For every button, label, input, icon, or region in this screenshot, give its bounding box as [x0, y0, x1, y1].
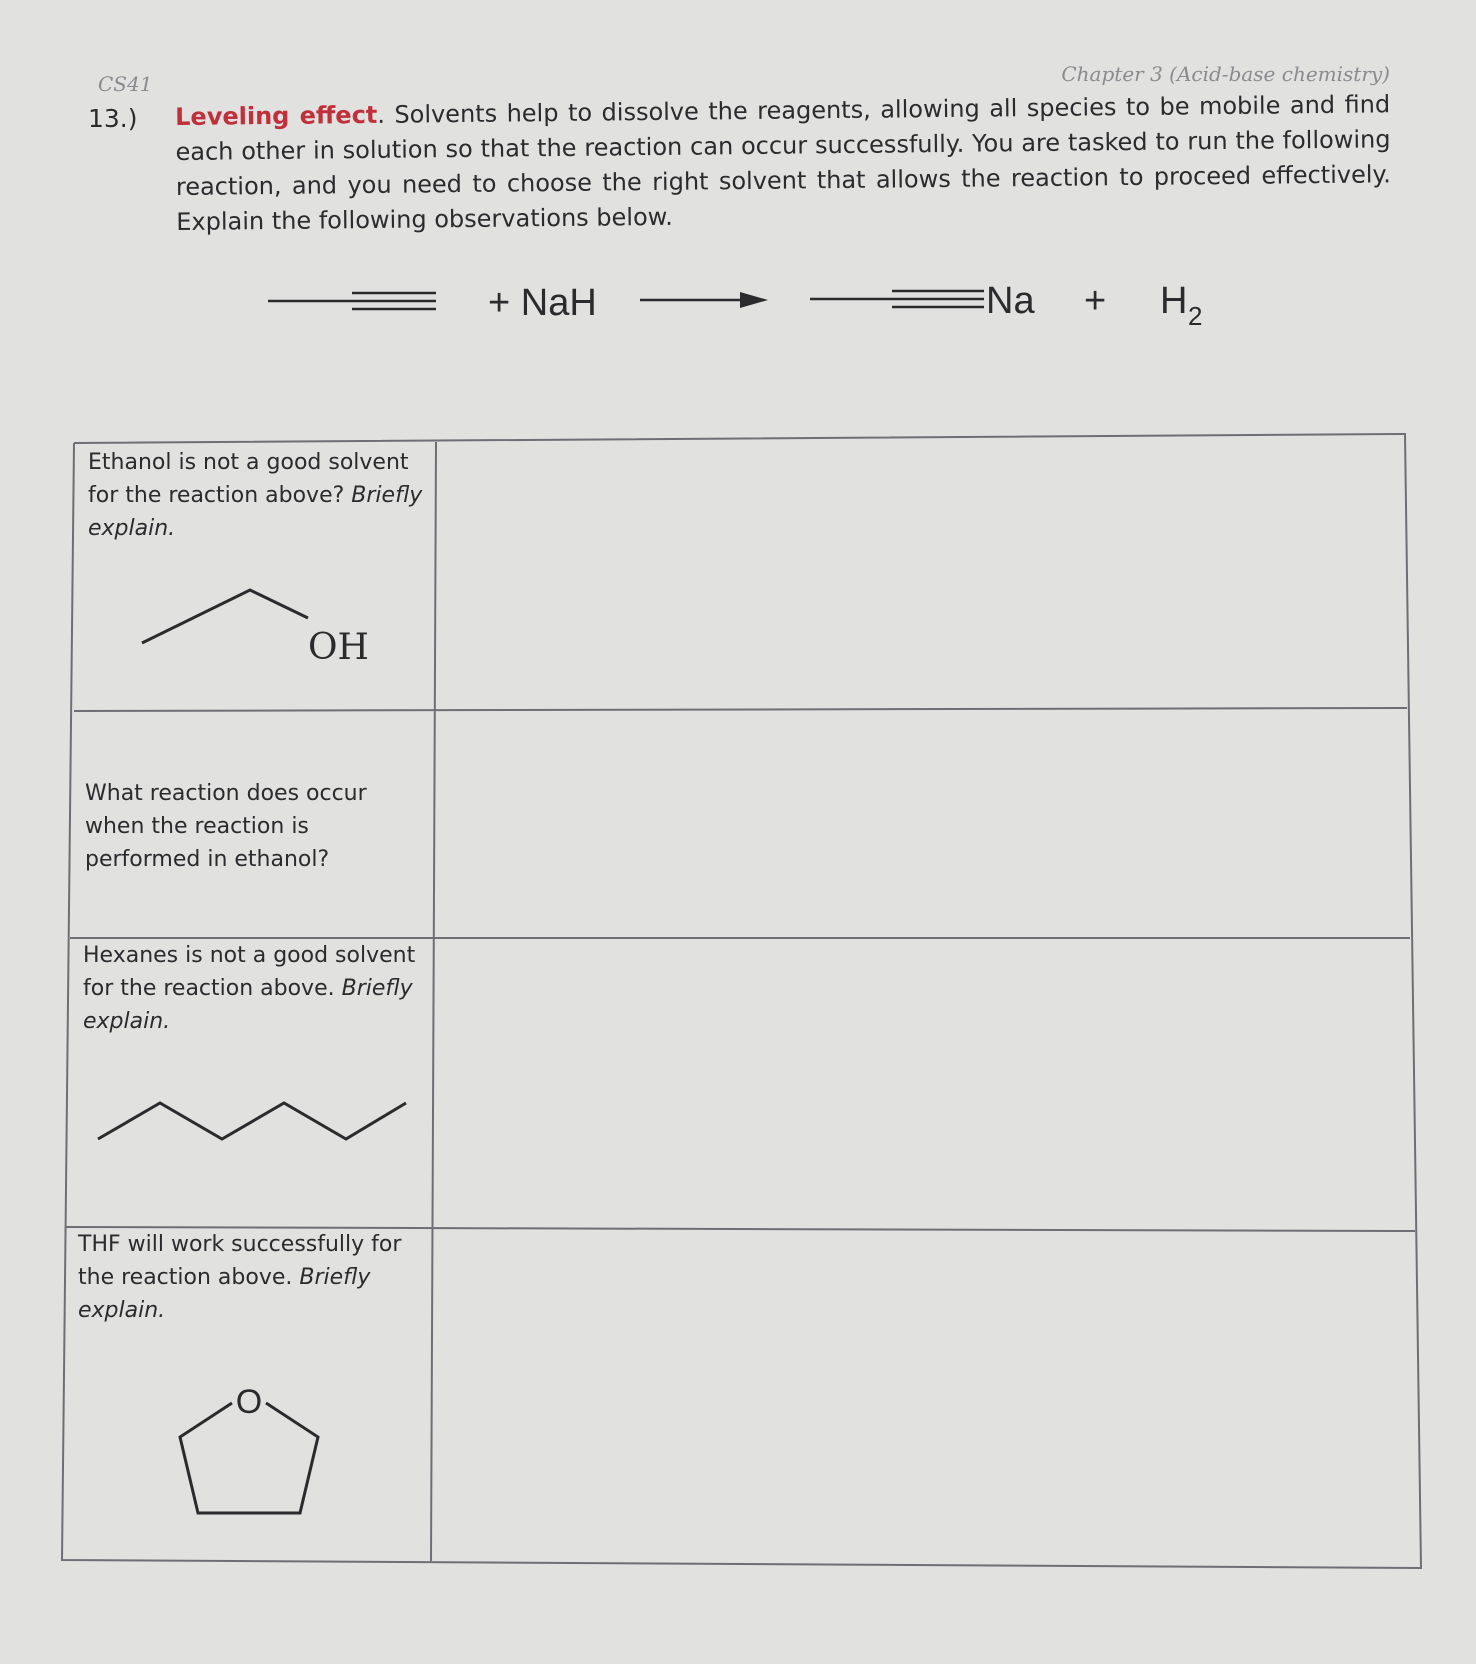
question-body: . Solvents help to dissolve the reagents, allowing all species to be mobile and find each other in solution so that the reaction can occur successfully. You are tasked to run the following reaction, and you need to choose the right solvent that allows the reaction to proceed effectively. Explain the following observations below. [175, 90, 1391, 236]
hexane-structure [90, 1095, 410, 1145]
thf-structure [170, 1365, 330, 1525]
question-topic: Leveling effect [175, 100, 378, 131]
course-code: CS41 [98, 72, 153, 96]
question-number: 13.) [88, 104, 138, 133]
ethanol-reaction-prompt: What reaction does occur when the reaction is performed in ethanol? [85, 781, 367, 872]
thf-answer-box[interactable] [436, 1233, 1416, 1558]
ethanol-answer-box[interactable] [440, 446, 1400, 706]
sodium-label: Na [986, 280, 1035, 322]
ethanol-structure [130, 580, 390, 670]
propyne-structure [268, 293, 436, 309]
sodium-hydride-label: + NaH [488, 282, 597, 324]
question-text [175, 87, 1391, 240]
hydrogen-subscript: 2 [1188, 301, 1203, 331]
ethanol-prompt: Ethanol is not a good solvent for the reaction above? Briefly explain. [88, 450, 423, 541]
oxygen-label: O [235, 1383, 263, 1421]
reaction-scheme [0, 255, 1476, 335]
hexanes-prompt: Hexanes is not a good solvent for the reaction above. Briefly explain. [83, 943, 416, 1034]
reaction-arrow [640, 292, 768, 308]
hydrogen-label: H [1160, 280, 1188, 322]
sodium-acetylide-structure [810, 291, 984, 307]
chapter-title: Chapter 3 (Acid-base chemistry) [1061, 62, 1390, 86]
ethanol-reaction-answer-box[interactable] [440, 714, 1402, 934]
hexanes-answer-box[interactable] [438, 942, 1408, 1224]
hydroxyl-label: OH [308, 627, 369, 668]
plus-sign: + [1084, 280, 1107, 322]
thf-prompt: THF will work successfully for the reaction above. Briefly explain. [78, 1232, 402, 1323]
